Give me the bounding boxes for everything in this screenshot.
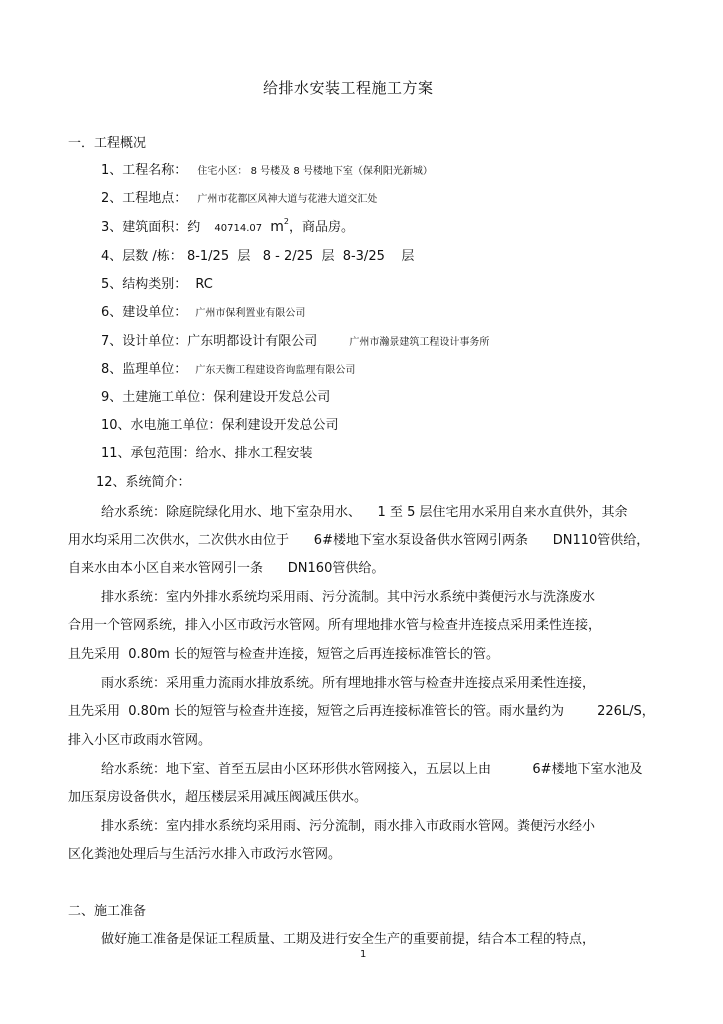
para-line: 排水系统：室内外排水系统均采用雨、污分流制。其中污水系统中粪便污水与洗涤废水 xyxy=(101,590,596,605)
para-line: 自来水由本小区自来水管网引一条 DN160管供给。 xyxy=(68,561,385,576)
item-owner xyxy=(101,306,305,319)
item-scope xyxy=(101,447,313,460)
item-value-tail: ，商品房。 xyxy=(289,220,355,235)
item-value: 广州市保利置业有限公司 xyxy=(195,308,306,319)
item-value: 住宅小区： 8 号楼及 8 号楼地下室（保利阳光新城） xyxy=(197,166,433,177)
item-system-intro xyxy=(96,476,191,489)
item-label: 9、土建施工单位：保利建设开发总公司 xyxy=(101,390,331,405)
item-value: RC xyxy=(195,277,213,292)
item-label: 7、设计单位：广东明都设计有限公司 xyxy=(101,334,318,349)
item-label: 2、工程地点： xyxy=(101,191,188,206)
item-designer xyxy=(101,335,489,348)
item-label: 3、建筑面积：约 xyxy=(101,220,201,235)
item-value-superscript: 2 xyxy=(283,217,290,226)
item-value-number: 40714.07 xyxy=(214,223,263,234)
para-line: 且先采用 0.80m 长的短管与检查井连接，短管之后再连接标准管长的管。 xyxy=(68,647,500,662)
item-label: 11、承包范围：给水、排水工程安装 xyxy=(101,446,313,461)
item-project-name xyxy=(101,164,433,177)
item-value-unit: m xyxy=(270,219,284,235)
section-heading-1: 一．工程概况 xyxy=(68,136,147,151)
item-label: 5、结构类别： xyxy=(101,277,188,292)
item-civil-contractor xyxy=(101,391,330,404)
item-supervisor xyxy=(101,363,355,376)
para-line: 加压泵房设备供水，超压楼层采用减压阀减压供水。 xyxy=(68,790,368,805)
item-structure-type xyxy=(101,278,213,291)
item-value: 8-1/25 层 8 - 2/25 层 8-3/25 层 xyxy=(186,249,415,264)
item-building-area xyxy=(101,217,355,235)
section-heading-2: 二、施工准备 xyxy=(68,904,147,919)
item-label: 6、建设单位： xyxy=(101,305,188,320)
para-line: 区化粪池处理后与生活污水排入市政污水管网。 xyxy=(68,847,342,862)
page-title: 给排水安装工程施工方案 xyxy=(263,79,434,97)
item-value: 广东天衡工程建设咨询监理有限公司 xyxy=(195,365,356,376)
para-line: 合用一个管网系统，排入小区市政污水管网。所有埋地排水管与检查井连接点采用柔性连接， xyxy=(68,618,602,633)
item-label: 10、水电施工单位：保利建设开发总公司 xyxy=(101,418,339,433)
item-mep-contractor xyxy=(101,419,339,432)
item-project-location xyxy=(101,192,377,205)
para-line: 给水系统：地下室、首至五层由小区环形供水管网接入，五层以上由 6#楼地下室水池及 xyxy=(101,762,643,777)
item-label: 8、监理单位： xyxy=(101,362,188,377)
item-label: 1、工程名称： xyxy=(101,163,188,178)
para-line: 做好施工准备是保证工程质量、工期及进行安全生产的重要前提，结合本工程的特点， xyxy=(101,932,596,947)
item-value: 广州市瀚景建筑工程设计事务所 xyxy=(349,337,490,348)
item-value: 广州市花都区风神大道与花港大道交汇处 xyxy=(197,194,378,205)
para-line: 排入小区市政雨水管网。 xyxy=(68,733,212,748)
page-number: 1 xyxy=(360,949,367,960)
item-floors xyxy=(101,250,414,263)
para-line: 且先采用 0.80m 长的短管与检查井连接，短管之后再连接标准管长的管。雨水量约为 226L/S， xyxy=(68,704,655,719)
para-line: 雨水系统：采用重力流雨水排放系统。所有埋地排水管与检查井连接点采用柔性连接， xyxy=(101,676,596,691)
item-label: 12、系统简介： xyxy=(96,475,191,490)
item-label: 4、层数 /栋： xyxy=(101,249,183,264)
para-line: 给水系统：除庭院绿化用水、地下室杂用水、 1 至 5 层住宅用水采用自来水直供外，其余 xyxy=(101,505,628,520)
para-line: 用水均采用二次供水，二次供水由位于 6#楼地下室水泵设备供水管网引两条 DN110管供给， xyxy=(68,533,650,548)
para-line: 排水系统：室内排水系统均采用雨、污分流制，雨水排入市政雨水管网。粪便污水经小 xyxy=(101,819,596,834)
